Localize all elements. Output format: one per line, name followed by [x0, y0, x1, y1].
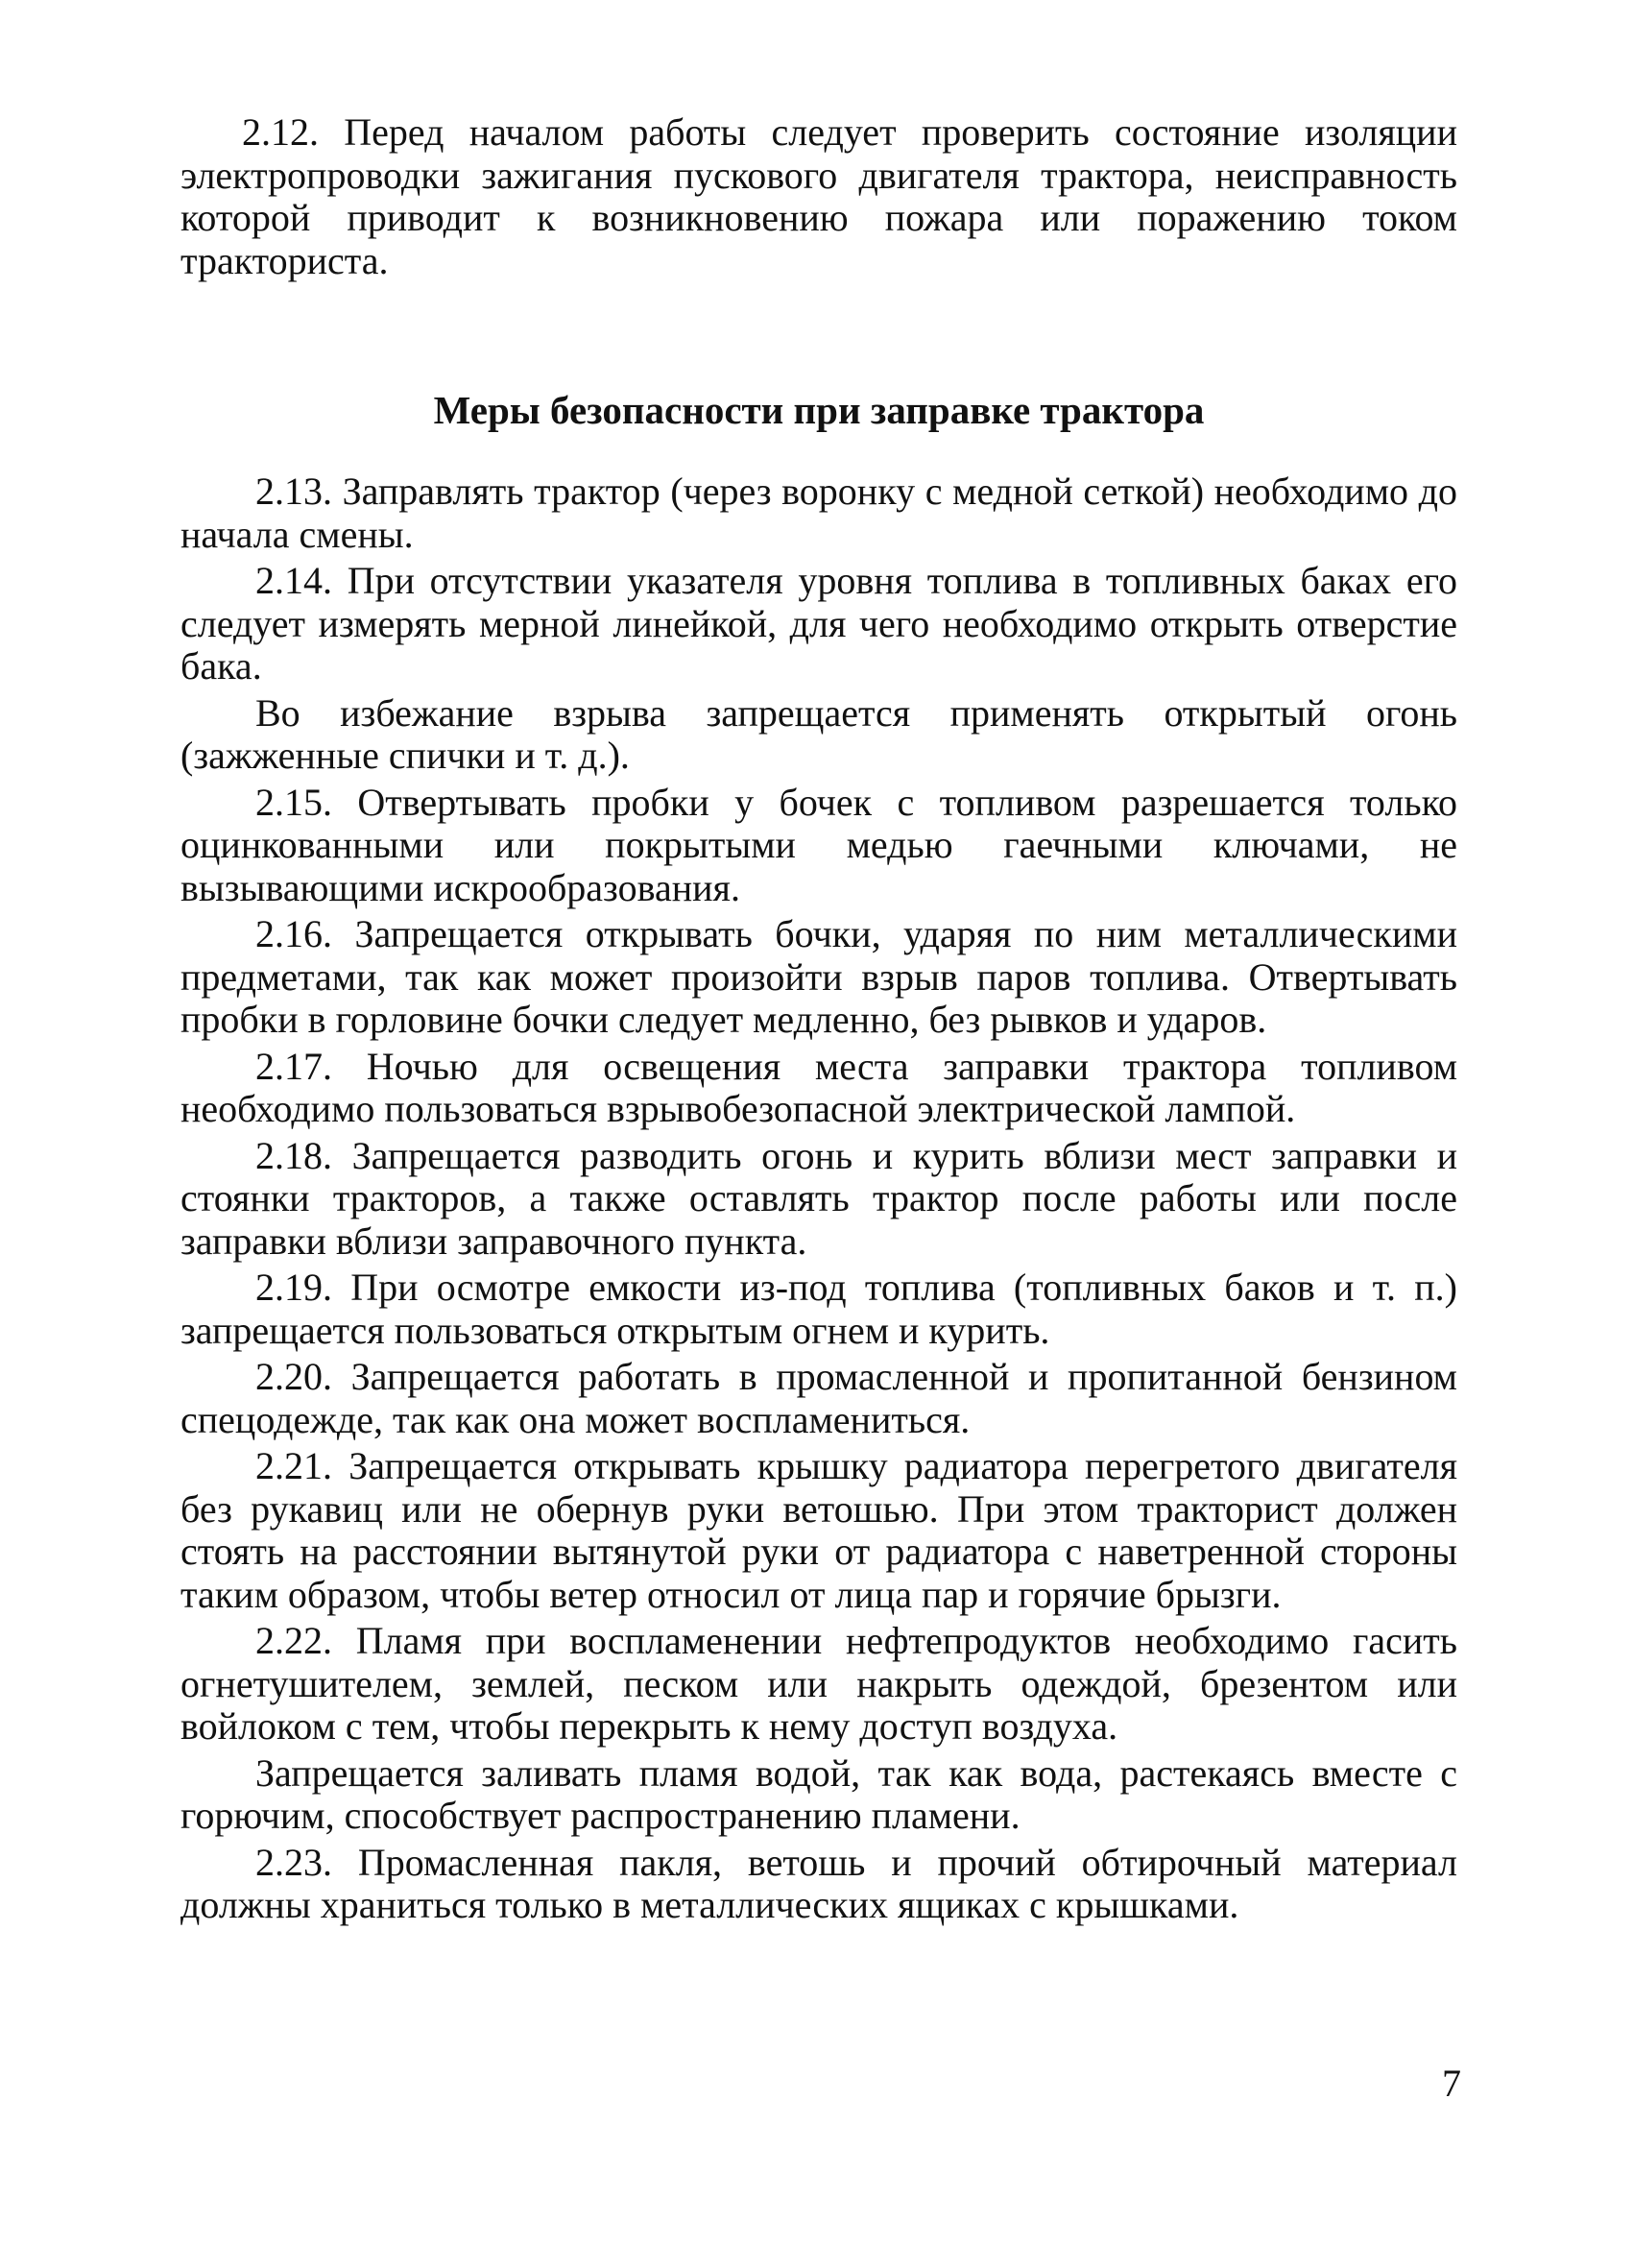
paragraph-2-22: 2.22. Пламя при воспламенении нефтепродуктов необходимо гасить огнетушителем, землей, песком или накрыть одеждой, брезентом или войлоком с тем, чтобы перекрыть к нему доступ воздуха.: [180, 1619, 1457, 1748]
document-page: [180, 111, 1457, 1927]
paragraph-2-17: 2.17. Ночью для освещения места заправки трактора топливом необходимо пользоваться взрывобезопасной электрической лампой.: [180, 1044, 1457, 1130]
paragraph-2-16: 2.16. Запрещается открывать бочки, ударяя по ним металлическими предметами, так как может произойти взрыв паров топлива. Отвертывать пробки в горловине бочки следует медленно, без рывков и ударов.: [180, 912, 1457, 1041]
paragraph-2-19: 2.19. При осмотре емкости из-под топлива (топливных баков и т. п.) запрещается пользоваться открытым огнем и курить.: [180, 1266, 1457, 1352]
paragraph-water-warning: Запрещается заливать пламя водой, так как вода, растекаясь вместе с горючим, способствует распространению пламени.: [180, 1750, 1457, 1837]
paragraph-2-14: 2.14. При отсутствии указателя уровня топлива в топливных баках его следует измерять мерной линейкой, для чего необходимо открыть отверстие бака.: [180, 559, 1457, 688]
paragraph-2-13: 2.13. Заправлять трактор (через воронку с медной сеткой) необходимо до начала смены.: [180, 470, 1457, 556]
paragraph-2-12: 2.12. Перед началом работы следует проверить состояние изоляции электропроводки зажигания пускового двигателя трактора, неисправность которой приводит к возникновению пожара или поражению током тракториста.: [180, 110, 1457, 282]
page-number: 7: [1442, 2062, 1461, 2105]
paragraph-2-18: 2.18. Запрещается разводить огонь и курить вблизи мест заправки и стоянки тракторов, а также оставлять трактор после работы или после заправки вблизи заправочного пункта.: [180, 1133, 1457, 1263]
paragraph-2-20: 2.20. Запрещается работать в промасленной и пропитанной бензином спецодежде, так как она может воспламениться.: [180, 1355, 1457, 1441]
paragraph-2-23: 2.23. Промасленная пакля, ветошь и прочий обтирочный материал должны храниться только в металлических ящиках с крышками.: [180, 1840, 1457, 1926]
section-heading: Меры безопасности при заправке трактора: [433, 388, 1205, 432]
paragraph-2-15: 2.15. Отвертывать пробки у бочек с топливом разрешается только оцинкованными или покрытыми медью гаечными ключами, не вызывающими искрообразования.: [180, 780, 1457, 909]
paragraph-explosion-warning: Во избежание взрыва запрещается применять открытый огонь (зажженные спички и т. д.).: [180, 690, 1457, 777]
paragraph-2-21: 2.21. Запрещается открывать крышку радиатора перегретого двигателя без рукавиц или не обернув руки ветошью. При этом тракторист должен стоять на расстоянии вытянутой руки от радиатора с наветренной стороны таким образом, чтобы ветер относил от лица пар и горячие брызги.: [180, 1444, 1457, 1616]
